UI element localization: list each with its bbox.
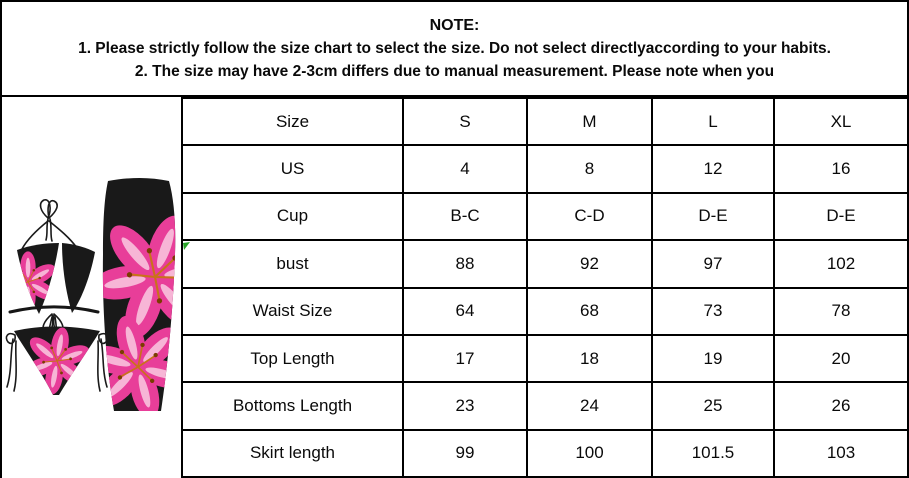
row-label: Top Length <box>182 335 403 382</box>
header-size: Size <box>182 98 403 145</box>
table-cell: 25 <box>652 382 774 429</box>
table-cell: 78 <box>774 288 908 335</box>
note-line-2: 2. The size may have 2-3cm differs due to manual measurement. Please note when you <box>134 63 775 81</box>
table-cell: 68 <box>527 288 652 335</box>
table-cell: 19 <box>652 335 774 382</box>
table-cell: 20 <box>774 335 908 382</box>
header-l: L <box>652 98 774 145</box>
table-cell: 12 <box>652 145 774 192</box>
row-label: US <box>182 145 403 192</box>
table-row-skirt-length <box>182 430 908 477</box>
table-row-bust <box>182 240 908 287</box>
table-cell: B-C <box>403 193 527 240</box>
note-title: NOTE: <box>429 16 480 34</box>
table-cell: 16 <box>774 145 908 192</box>
table-row-waist <box>182 288 908 335</box>
table-row-cup <box>182 193 908 240</box>
table-cell: 92 <box>527 240 652 287</box>
table-cell: 103 <box>774 430 908 477</box>
skirt-lily-print <box>73 194 181 431</box>
table-cell: 26 <box>774 382 908 429</box>
table-cell: 24 <box>527 382 652 429</box>
table-cell: 101.5 <box>652 430 774 477</box>
row-label: Waist Size <box>182 288 403 335</box>
table-cell: 4 <box>403 145 527 192</box>
table-cell: D-E <box>774 193 908 240</box>
table-cell: C-D <box>527 193 652 240</box>
table-cell: 8 <box>527 145 652 192</box>
table-cell: 88 <box>403 240 527 287</box>
green-marker-artifact <box>183 242 191 251</box>
note-line-1: 1. Please strictly follow the size chart to select the size. Do not select directlyaccording to your habits. <box>78 39 831 57</box>
table-cell: 102 <box>774 240 908 287</box>
table-cell: 97 <box>652 240 774 287</box>
table-cell: 18 <box>527 335 652 382</box>
row-label: Skirt length <box>182 430 403 477</box>
table-row-us <box>182 145 908 192</box>
table-cell: 17 <box>403 335 527 382</box>
table-cell: 100 <box>527 430 652 477</box>
sarong-skirt <box>73 178 181 431</box>
size-table <box>181 97 909 478</box>
table-row-top-length <box>182 335 908 382</box>
row-label: bust <box>182 240 403 287</box>
header-m: M <box>527 98 652 145</box>
note-section <box>2 2 907 97</box>
table-cell: 73 <box>652 288 774 335</box>
table-cell: 23 <box>403 382 527 429</box>
table-cell: 64 <box>403 288 527 335</box>
row-label: Cup <box>182 193 403 240</box>
table-header-row <box>182 98 908 145</box>
header-s: S <box>403 98 527 145</box>
product-photo <box>2 99 181 478</box>
bikini-bottom <box>6 322 107 401</box>
table-row-bottoms-length <box>182 382 908 429</box>
table-cell: D-E <box>652 193 774 240</box>
row-label: Bottoms Length <box>182 382 403 429</box>
table-cell: 99 <box>403 430 527 477</box>
header-xl: XL <box>774 98 908 145</box>
